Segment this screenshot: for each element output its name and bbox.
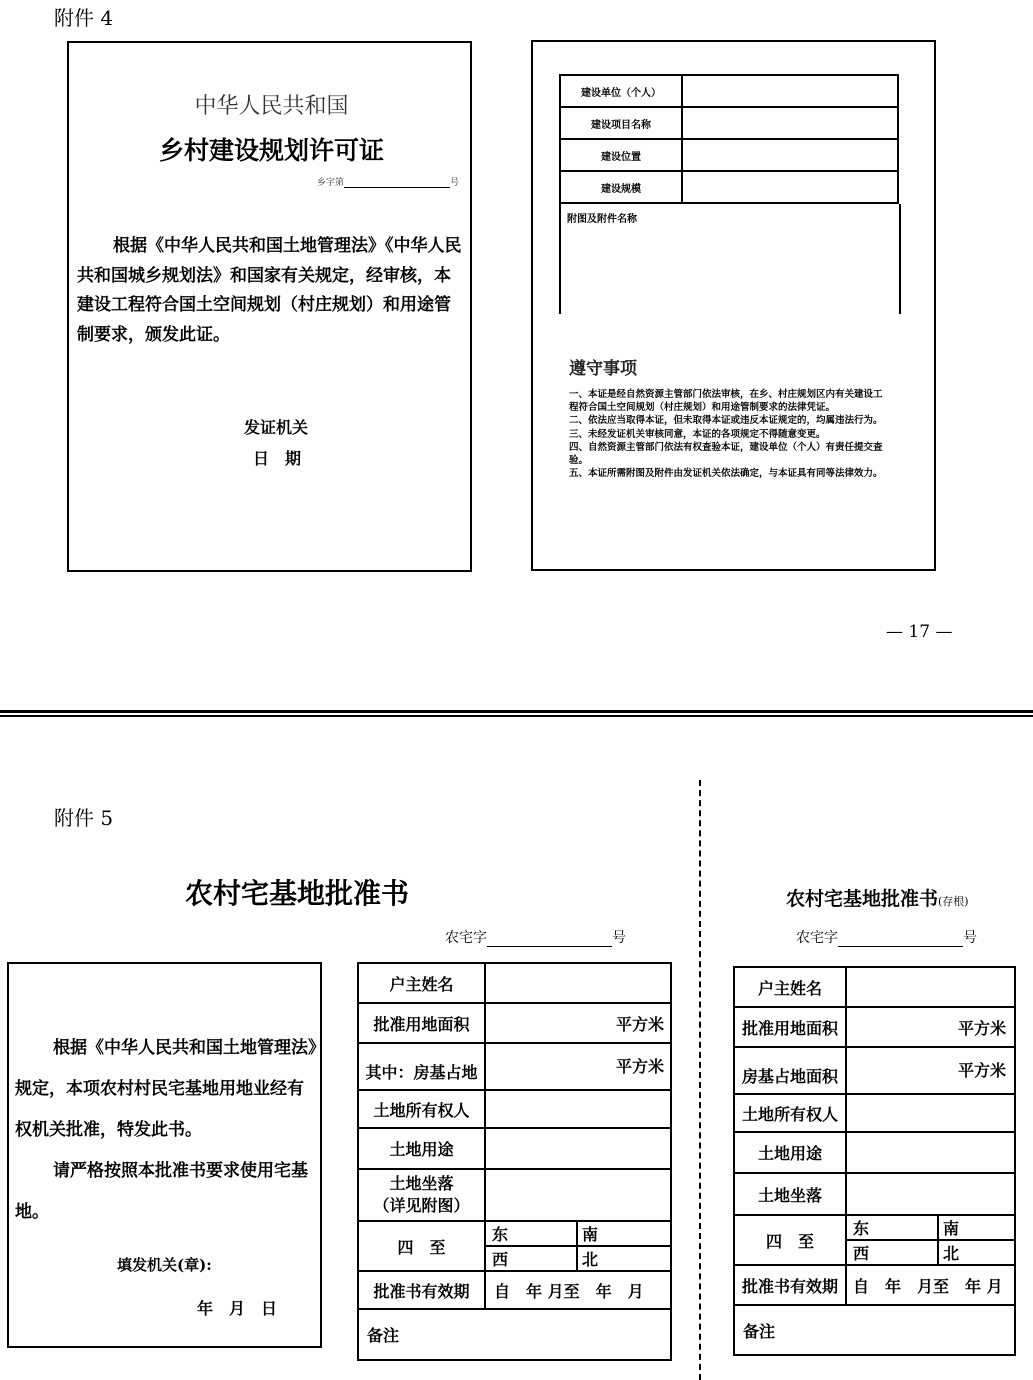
stub-bounds-label: 四 至 xyxy=(734,1215,846,1265)
stub-number-blank xyxy=(838,946,963,947)
rule-item: 一、本证是经自然资源主管部门依法审核，在乡、村庄规划区内有关建设工程符合国土空间规划（村庄规划）和用途管制要求的法律凭证。 xyxy=(569,389,883,414)
stub-bound-west: 西 xyxy=(846,1240,938,1265)
area-value xyxy=(485,1003,671,1043)
stub-location-label: 土地坐落 xyxy=(734,1173,846,1215)
cert-row-value xyxy=(682,75,898,107)
stub-bound-east: 东 xyxy=(846,1215,938,1240)
approval-issuer: 填发机关(章): xyxy=(117,1256,212,1274)
rules-list xyxy=(569,388,887,480)
stub-house-area-value xyxy=(846,1047,1015,1094)
cut-line xyxy=(699,780,701,1380)
cert-number-blank xyxy=(344,187,450,188)
land-owner-label: 土地所有权人 xyxy=(358,1090,485,1128)
cert-row-value xyxy=(682,171,898,203)
stub-usage-value xyxy=(846,1132,1015,1173)
stub-usage-label: 土地用途 xyxy=(734,1132,846,1173)
page-separator-thin xyxy=(0,715,1033,717)
cert-row-label: 建设单位（个人） xyxy=(560,75,682,107)
house-area-unit: 平方米 xyxy=(615,1057,664,1076)
land-owner-value xyxy=(485,1090,671,1128)
approval-text-box xyxy=(7,962,322,1348)
stub-land-owner-label: 土地所有权人 xyxy=(734,1094,846,1132)
house-area-value xyxy=(485,1043,671,1090)
house-area-label: 其中：房基占地 xyxy=(358,1043,485,1090)
bounds-label: 四 至 xyxy=(358,1221,485,1271)
area-label: 批准用地面积 xyxy=(358,1003,485,1043)
cert-number-line: 乡字第 号 xyxy=(317,178,460,188)
location-value xyxy=(485,1169,671,1221)
approval-date: 年 月 日 xyxy=(197,1299,278,1318)
cert-row-value xyxy=(682,107,898,139)
cert-date: 日 期 xyxy=(253,449,302,468)
approval-title: 农村宅基地批准书 xyxy=(185,877,410,910)
rule-item: 二、依法应当取得本证，但未取得本证或违反本证规定的，均属违法行为。 xyxy=(569,415,883,427)
page-number: — 17 — xyxy=(886,622,953,642)
cert-row-label: 建设位置 xyxy=(560,139,682,171)
stub-land-owner-value xyxy=(846,1094,1015,1132)
cert-back xyxy=(531,40,936,571)
cert-front xyxy=(67,41,472,572)
stub-area-value xyxy=(846,1007,1015,1047)
remark-label: 备注 xyxy=(358,1309,671,1360)
validity-label: 批准书有效期 xyxy=(358,1271,485,1309)
stub-table xyxy=(733,966,1016,1356)
stub-area-unit: 平方米 xyxy=(957,1018,1006,1038)
bound-west: 西 xyxy=(485,1246,577,1271)
cert-attachments-area xyxy=(559,204,901,314)
cert-title: 乡村建设规划许可证 xyxy=(158,136,384,165)
owner-label: 户主姓名 xyxy=(358,963,485,1003)
bound-north: 北 xyxy=(577,1246,671,1271)
usage-label: 土地用途 xyxy=(358,1128,485,1169)
bound-south: 南 xyxy=(577,1221,671,1246)
usage-value xyxy=(485,1128,671,1169)
stub-bound-south: 南 xyxy=(938,1215,1015,1240)
rules-title: 遵守事项 xyxy=(569,359,637,379)
stub-remark-label: 备注 xyxy=(734,1305,1015,1355)
cert-back-table xyxy=(559,74,899,204)
rule-item: 三、未经发证机关审核同意，本证的各项规定不得随意变更。 xyxy=(569,428,826,440)
cert-row-value xyxy=(682,139,898,171)
attachment-4-label: 附件 4 xyxy=(54,6,114,30)
stub-title: 农村宅基地批准书(存根) xyxy=(786,888,969,910)
attachment-5-label: 附件 5 xyxy=(54,806,114,830)
stub-validity-value: 自 年 月至 年 月 xyxy=(846,1265,1015,1305)
approval-para-1: 根据《中华人民共和国土地管理法》规定，本项农村村民宅基地用地业经有权机关批准，特发此书。 xyxy=(15,1038,317,1140)
location-label: 土地坐落 （详见附图） xyxy=(358,1169,485,1221)
cert-row-label: 建设项目名称 xyxy=(560,107,682,139)
rule-item: 五、本证所需附图及附件由发证机关依法确定，与本证具有同等法律效力。 xyxy=(569,468,883,480)
cert-issuer: 发证机关 xyxy=(244,418,309,437)
cert-country: 中华人民共和国 xyxy=(194,94,349,119)
stub-location-value xyxy=(846,1173,1015,1215)
stub-owner-value xyxy=(846,967,1015,1007)
area-unit: 平方米 xyxy=(615,1014,664,1034)
approval-number-blank xyxy=(487,946,612,947)
stub-owner-label: 户主姓名 xyxy=(734,967,846,1007)
rule-item: 四、自然资源主管部门依法有权查验本证，建设单位（个人）有责任提交查验。 xyxy=(569,441,883,467)
stub-house-area-unit: 平方米 xyxy=(957,1061,1006,1080)
stub-validity-label: 批准书有效期 xyxy=(734,1265,846,1305)
cert-attachments-label: 附图及附件名称 xyxy=(567,214,637,225)
stub-house-area-label: 房基占地面积 xyxy=(734,1047,846,1094)
validity-value: 自 年 月至 年 月 xyxy=(485,1271,671,1309)
bound-east: 东 xyxy=(485,1221,577,1246)
stub-area-label: 批准用地面积 xyxy=(734,1007,846,1047)
cert-body: 根据《中华人民共和国土地管理法》《中华人民共和国城乡规划法》和国家有关规定，经审核，本建设工程符合国土空间规划（村庄规划）和用途管制要求，颁发此证。 xyxy=(77,236,462,345)
approval-number-line: 农宅字 号 xyxy=(445,930,626,946)
page-separator xyxy=(0,710,1033,713)
owner-value xyxy=(485,963,671,1003)
cert-row-label: 建设规模 xyxy=(560,171,682,203)
stub-bound-north: 北 xyxy=(938,1240,1015,1265)
stub-number-line: 农宅字 号 xyxy=(796,930,977,946)
approval-table xyxy=(357,962,672,1361)
approval-para-2: 请严格按照本批准书要求使用宅基地。 xyxy=(15,1161,308,1222)
